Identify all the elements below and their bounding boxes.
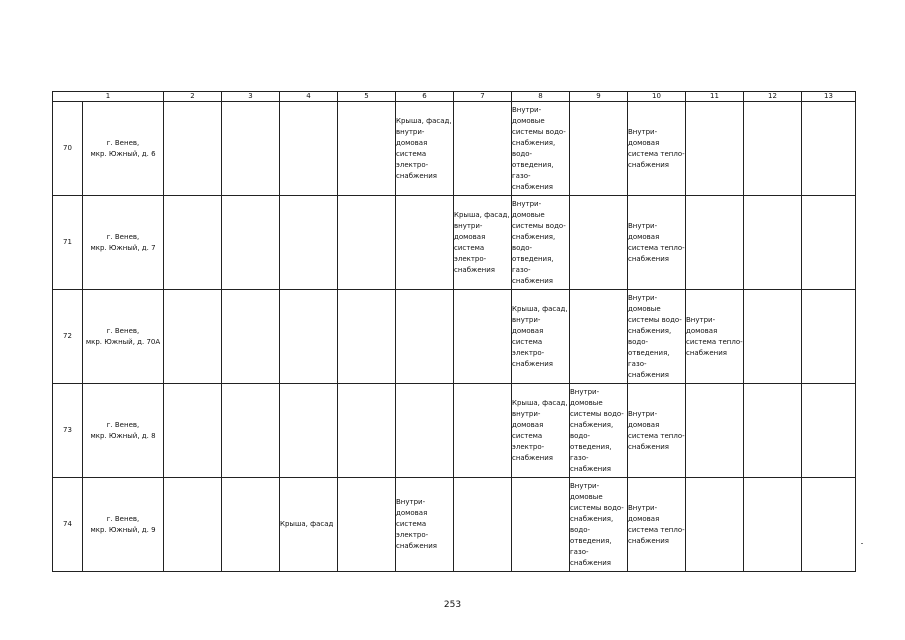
work-text-line: электро-: [396, 160, 429, 169]
work-text-line: домовая: [512, 420, 544, 429]
work-text-line: Крыша, фасад: [280, 520, 334, 528]
work-text-line: система: [512, 337, 543, 346]
work-cell-col-6: [396, 290, 454, 384]
work-cell-col-6: [396, 384, 454, 478]
work-text-line: домовая: [628, 232, 660, 241]
work-cell-col-2: [164, 102, 222, 196]
work-text-line: снабжения: [512, 453, 553, 462]
work-cell-col-13: [802, 478, 856, 572]
work-cell-col-12: [744, 290, 802, 384]
work-text-line: снабжения: [396, 171, 437, 180]
work-text-line: домовые: [570, 492, 603, 501]
work-text-line: системы водо-: [512, 127, 566, 136]
work-text-line: система: [396, 520, 427, 528]
work-text-line: электро-: [396, 531, 429, 539]
column-header: 7: [454, 92, 512, 102]
work-text-line: домовая: [686, 326, 718, 335]
table-row: [53, 102, 856, 196]
work-cell-col-2: [164, 290, 222, 384]
work-cell-col-6: [396, 478, 454, 572]
work-text-line: электро-: [454, 254, 487, 263]
table-row: [53, 478, 856, 572]
work-text-line: газо-: [628, 359, 647, 368]
work-text-line: внутри-: [454, 221, 483, 230]
work-cell-col-9: [570, 196, 628, 290]
work-text-line: снабжения,: [570, 514, 614, 523]
work-text-line: система: [454, 243, 485, 252]
work-text-line: снабжения: [628, 536, 669, 545]
work-text-line: электро-: [512, 348, 545, 357]
address-line: мкр. Южный, д. 70А: [85, 337, 161, 346]
work-cell-col-8: [512, 290, 570, 384]
table-row: [53, 384, 856, 478]
column-header: 4: [280, 92, 338, 102]
work-text-line: домовые: [512, 116, 545, 125]
column-header: 11: [686, 92, 744, 102]
work-cell-col-11: [686, 196, 744, 290]
work-text-line: система: [396, 149, 427, 158]
page-number: 253: [443, 600, 462, 610]
work-cell-col-10: [628, 384, 686, 478]
work-text-line: Крыша, фасад,: [512, 304, 568, 313]
work-text-line: отведения,: [570, 536, 612, 545]
work-text-line: домовая: [628, 138, 660, 147]
work-text-line: внутри-: [512, 409, 541, 418]
work-cell-col-2: [164, 478, 222, 572]
row-number: 70: [53, 102, 83, 196]
scan-mark: [861, 543, 863, 544]
work-text-line: снабжения,: [512, 138, 556, 147]
work-cell-col-6: [396, 196, 454, 290]
work-cell-col-11: [686, 478, 744, 572]
work-cell-col-10: [628, 102, 686, 196]
work-cell-col-5: [338, 384, 396, 478]
work-cell-col-4: [280, 384, 338, 478]
work-cell-col-13: [802, 384, 856, 478]
work-text-line: домовая: [628, 420, 660, 429]
work-cell-col-7: [454, 478, 512, 572]
repair-schedule-table: [52, 91, 856, 572]
work-text-line: внутри-: [396, 127, 425, 136]
work-cell-col-3: [222, 478, 280, 572]
work-text-line: домовая: [454, 232, 486, 241]
work-cell-col-8: [512, 384, 570, 478]
table-body: [53, 102, 856, 572]
column-number-row: [53, 92, 856, 102]
work-text-line: система тепло-: [628, 149, 685, 158]
work-cell-col-5: [338, 102, 396, 196]
work-text-line: газо-: [570, 547, 589, 556]
row-number: 71: [53, 196, 83, 290]
work-text-line: Внутри-: [512, 199, 542, 208]
work-text-line: снабжения,: [512, 232, 556, 241]
address-line: г. Венев,: [106, 326, 140, 335]
row-number: 74: [53, 478, 83, 572]
row-number: 72: [53, 290, 83, 384]
column-header: 9: [570, 92, 628, 102]
building-address: [83, 196, 164, 290]
work-cell-col-4: [280, 102, 338, 196]
work-text-line: Внутри-: [570, 387, 600, 396]
work-text-line: Внутри-: [396, 498, 426, 506]
work-text-line: системы водо-: [512, 221, 566, 230]
address-line: мкр. Южный, д. 8: [90, 431, 156, 440]
work-text-line: Внутри-: [512, 105, 542, 114]
work-text-line: снабжения,: [628, 326, 672, 335]
work-text-line: Внутри-: [628, 293, 658, 302]
address-line: г. Венев,: [106, 138, 140, 147]
work-text-line: внутри-: [512, 315, 541, 324]
work-text-line: Внутри-: [628, 409, 658, 418]
work-cell-col-4: [280, 196, 338, 290]
work-cell-col-3: [222, 196, 280, 290]
work-text-line: системы водо-: [628, 315, 682, 324]
work-text-line: снабжения: [628, 254, 669, 263]
work-text-line: снабжения: [570, 558, 611, 567]
work-text-line: снабжения: [628, 442, 669, 451]
work-text-line: водо-: [512, 243, 533, 252]
work-text-line: водо-: [570, 431, 591, 440]
work-text-line: газо-: [570, 453, 589, 462]
work-cell-col-12: [744, 478, 802, 572]
work-cell-col-13: [802, 102, 856, 196]
work-text-line: водо-: [628, 337, 649, 346]
work-cell-col-4: [280, 290, 338, 384]
work-cell-col-12: [744, 102, 802, 196]
work-cell-col-12: [744, 384, 802, 478]
work-text-line: домовая: [628, 514, 660, 523]
work-text-line: снабжения,: [570, 420, 614, 429]
work-text-line: водо-: [570, 525, 591, 534]
work-cell-col-8: [512, 478, 570, 572]
work-text-line: водо-: [512, 149, 533, 158]
work-text-line: снабжения: [686, 348, 727, 357]
work-text-line: домовая: [396, 509, 428, 517]
work-text-line: система тепло-: [628, 243, 685, 252]
work-text-line: снабжения: [512, 182, 553, 191]
work-text-line: система тепло-: [628, 431, 685, 440]
address-line: г. Венев,: [106, 232, 140, 241]
work-cell-col-6: [396, 102, 454, 196]
address-line: мкр. Южный, д. 7: [90, 243, 156, 252]
work-cell-col-2: [164, 196, 222, 290]
work-text-line: отведения,: [570, 442, 612, 451]
work-cell-col-7: [454, 102, 512, 196]
work-cell-col-9: [570, 102, 628, 196]
work-text-line: газо-: [512, 171, 531, 180]
work-cell-col-13: [802, 290, 856, 384]
work-text-line: Внутри-: [686, 315, 716, 324]
address-line: г. Венев,: [106, 514, 140, 523]
work-text-line: снабжения: [454, 265, 495, 274]
work-text-line: снабжения: [628, 370, 669, 379]
work-cell-col-8: [512, 196, 570, 290]
work-text-line: Внутри-: [628, 221, 658, 230]
building-address: [83, 478, 164, 572]
work-cell-col-11: [686, 102, 744, 196]
work-cell-col-10: [628, 196, 686, 290]
work-text-line: Внутри-: [628, 503, 658, 512]
building-address: [83, 290, 164, 384]
column-header: 13: [802, 92, 856, 102]
table-row: [53, 290, 856, 384]
work-text-line: Внутри-: [570, 481, 600, 490]
work-cell-col-5: [338, 478, 396, 572]
address-line: г. Венев,: [106, 420, 140, 429]
work-cell-col-7: [454, 384, 512, 478]
work-cell-col-10: [628, 290, 686, 384]
work-text-line: газо-: [512, 265, 531, 274]
work-text-line: Внутри-: [628, 127, 658, 136]
work-text-line: домовая: [396, 138, 428, 147]
work-cell-col-11: [686, 290, 744, 384]
work-cell-col-3: [222, 290, 280, 384]
work-text-line: снабжения: [628, 160, 669, 169]
work-cell-col-4: [280, 478, 338, 572]
work-cell-col-5: [338, 290, 396, 384]
work-text-line: Крыша, фасад,: [396, 116, 452, 125]
column-header: 5: [338, 92, 396, 102]
work-text-line: снабжения: [512, 276, 553, 285]
address-line: мкр. Южный, д. 9: [90, 525, 156, 534]
work-cell-col-11: [686, 384, 744, 478]
column-header: 1: [53, 92, 164, 102]
work-text-line: отведения,: [512, 160, 554, 169]
work-text-line: снабжения: [396, 542, 437, 550]
work-text-line: домовые: [570, 398, 603, 407]
work-text-line: снабжения: [512, 359, 553, 368]
work-cell-col-7: [454, 290, 512, 384]
building-address: [83, 102, 164, 196]
work-cell-col-3: [222, 102, 280, 196]
work-cell-col-7: [454, 196, 512, 290]
work-text-line: отведения,: [628, 348, 670, 357]
building-address: [83, 384, 164, 478]
column-header: 2: [164, 92, 222, 102]
work-text-line: снабжения: [570, 464, 611, 473]
work-cell-col-13: [802, 196, 856, 290]
column-header: 6: [396, 92, 454, 102]
work-cell-col-8: [512, 102, 570, 196]
work-text-line: системы водо-: [570, 503, 624, 512]
column-header: 8: [512, 92, 570, 102]
work-text-line: домовые: [512, 210, 545, 219]
column-header: 10: [628, 92, 686, 102]
address-line: мкр. Южный, д. 6: [90, 149, 156, 158]
work-cell-col-2: [164, 384, 222, 478]
work-cell-col-9: [570, 290, 628, 384]
work-text-line: система: [512, 431, 543, 440]
work-text-line: домовые: [628, 304, 661, 313]
work-text-line: системы водо-: [570, 409, 624, 418]
column-header: 3: [222, 92, 280, 102]
work-cell-col-9: [570, 384, 628, 478]
table-row: [53, 196, 856, 290]
work-cell-col-10: [628, 478, 686, 572]
row-number: 73: [53, 384, 83, 478]
work-cell-col-5: [338, 196, 396, 290]
work-cell-col-3: [222, 384, 280, 478]
work-text-line: система тепло-: [686, 337, 743, 346]
work-text-line: система тепло-: [628, 525, 685, 534]
work-text-line: отведения,: [512, 254, 554, 263]
work-cell-col-9: [570, 478, 628, 572]
work-text-line: электро-: [512, 442, 545, 451]
work-text-line: Крыша, фасад,: [512, 398, 568, 407]
work-text-line: Крыша, фасад,: [454, 210, 510, 219]
column-header: 12: [744, 92, 802, 102]
work-cell-col-12: [744, 196, 802, 290]
work-text-line: домовая: [512, 326, 544, 335]
